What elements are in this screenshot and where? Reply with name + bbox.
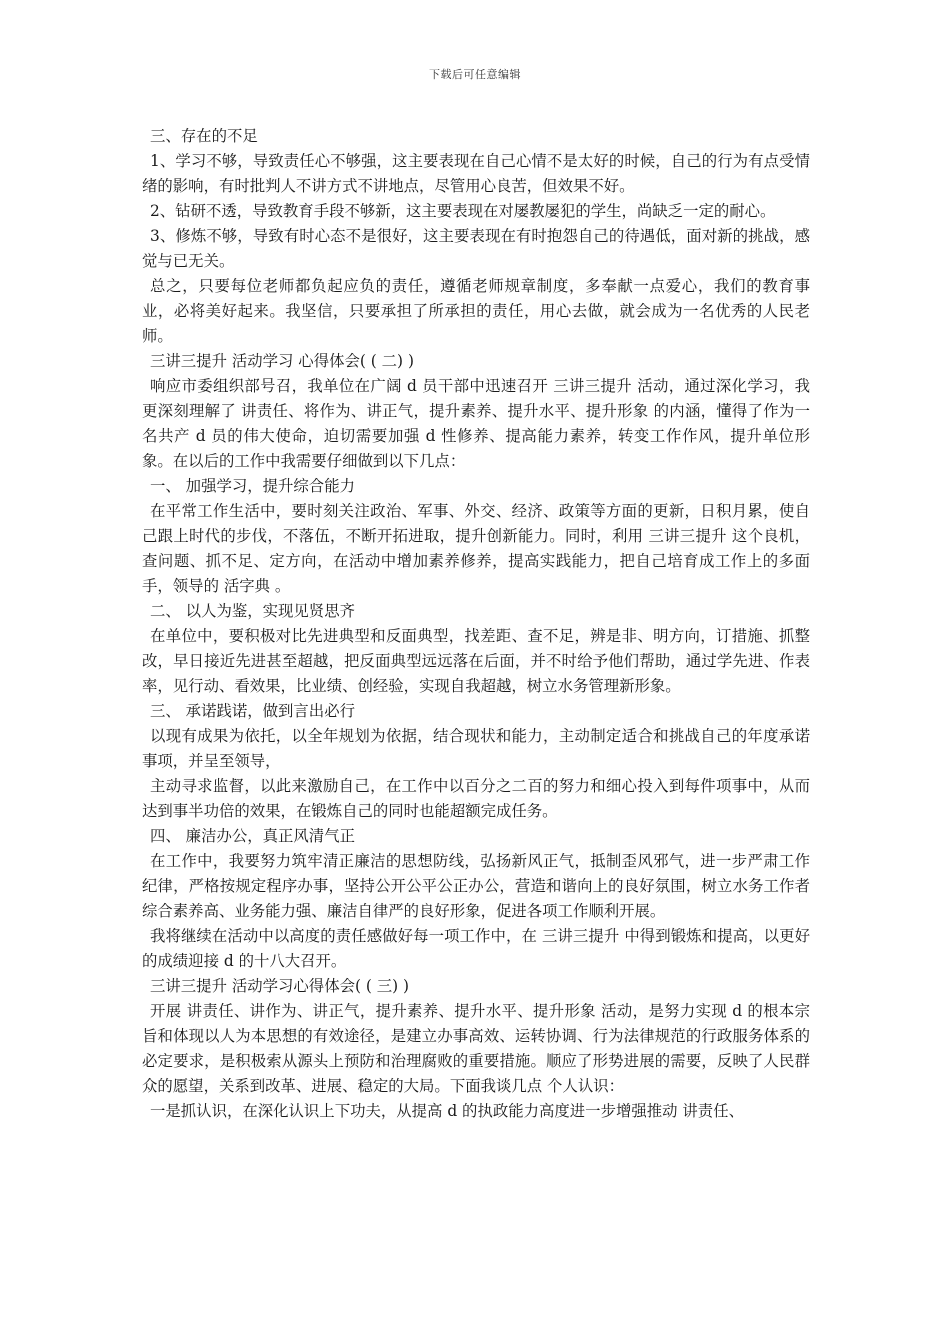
paragraph: 以现有成果为依托，以全年规划为依据，结合现状和能力，主动制定适合和挑战自己的年度承诺事项，并呈至领导， — [142, 727, 810, 770]
paragraph: 在单位中，要积极对比先进典型和反面典型，找差距、查不足，辨是非、明方向，订措施、抓整改，早日接近先进甚至超越，把反面典型远远落在后面，并不时给予他们帮助，通过学先进、作表率，见行动、看效果，比业绩、创经验，实现自我超越，树立水务管理新形象。 — [142, 627, 810, 695]
section-heading: 二、 以人为鉴，实现见贤思齐 — [150, 602, 355, 620]
section-heading: 一、 加强学习，提升综合能力 — [150, 477, 355, 495]
paragraph: 3、修炼不够，导致有时心态不是很好，这主要表现在有时抱怨自己的待遇低，面对新的挑战，感觉与已无关。 — [142, 227, 810, 270]
paragraph: 在平常工作生活中，要时刻关注政治、军事、外交、经济、政策等方面的更新，日积月累，使自己跟上时代的步伐，不落伍，不断开拓进取，提升创新能力。同时，利用 三讲三提升 这个良机，查问题、抓不足、定方向，在活动中增加素养修养，提高实践能力，把自己培育成工作上的多面手，领导的 活字典 。 — [142, 502, 810, 595]
paragraph: 1、学习不够，导致责任心不够强，这主要表现在自己心情不是太好的时候，自己的行为有点受情绪的影响，有时批判人不讲方式不讲地点，尽管用心良苦，但效果不好。 — [142, 152, 810, 195]
section-heading: 四、 廉洁办公，真正风清气正 — [150, 827, 355, 845]
document-body — [142, 124, 810, 1124]
section-heading: 三、存在的不足 — [150, 127, 258, 145]
section-heading: 三、 承诺践诺，做到言出必行 — [150, 702, 355, 720]
paragraph: 主动寻求监督，以此来激励自己，在工作中以百分之二百的努力和细心投入到每件项事中，从而达到事半功倍的效果，在锻炼自己的同时也能超额完成任务。 — [142, 777, 810, 820]
paragraph: 2、钻研不透，导致教育手段不够新，这主要表现在对屡教屡犯的学生，尚缺乏一定的耐心。 — [150, 202, 776, 220]
paragraph: 总之，只要每位老师都负起应负的责任，遵循老师规章制度，多奉献一点爱心，我们的教育事业，必将美好起来。我坚信，只要承担了所承担的责任，用心去做，就会成为一名优秀的人民老师。 — [142, 277, 810, 345]
paragraph: 在工作中，我要努力筑牢清正廉洁的思想防线，弘扬新风正气，抵制歪风邪气，进一步严肃工作纪律，严格按规定程序办事，坚持公开公平公正办公，营造和谐向上的良好氛围，树立水务工作者综合素养高、业务能力强、廉洁自律严的良好形象，促进各项工作顺利开展。 — [142, 852, 810, 920]
section-title: 三讲三提升 活动学习心得体会( ( 三) ) — [150, 977, 410, 995]
paragraph: 一是抓认识，在深化认识上下功夫，从提高 d 的执政能力高度进一步增强推动 讲责任、 — [150, 1102, 744, 1120]
paragraph: 我将继续在活动中以高度的责任感做好每一项工作中，在 三讲三提升 中得到锻炼和提高，以更好的成绩迎接 d 的十八大召开。 — [142, 927, 810, 970]
page-header: 下载后可任意编辑 — [429, 68, 521, 81]
section-title: 三讲三提升 活动学习 心得体会( ( 二) ) — [150, 352, 414, 370]
paragraph: 开展 讲责任、讲作为、讲正气，提升素养、提升水平、提升形象 活动，是努力实现 d 的根本宗旨和体现以人为本思想的有效途径，是建立办事高效、运转协调、行为法律规范的行政服务体系的必定要求，是积极索从源头上预防和治理腐败的重要措施。顺应了形势进展的需要，反映了人民群众的愿望，关系到改革、进展、稳定的大局。下面我谈几点 个人认识： — [142, 1002, 810, 1095]
paragraph: 响应市委组织部号召，我单位在广阔 d 员干部中迅速召开 三讲三提升 活动，通过深化学习，我更深刻理解了 讲责任、将作为、讲正气，提升素养、提升水平、提升形象 的内涵，懂得了作为一名共产 d 员的伟大使命，迫切需要加强 d 性修养、提高能力素养，转变工作作风，提升单位形象。在以后的工作中我需要仔细做到以下几点： — [142, 377, 810, 470]
